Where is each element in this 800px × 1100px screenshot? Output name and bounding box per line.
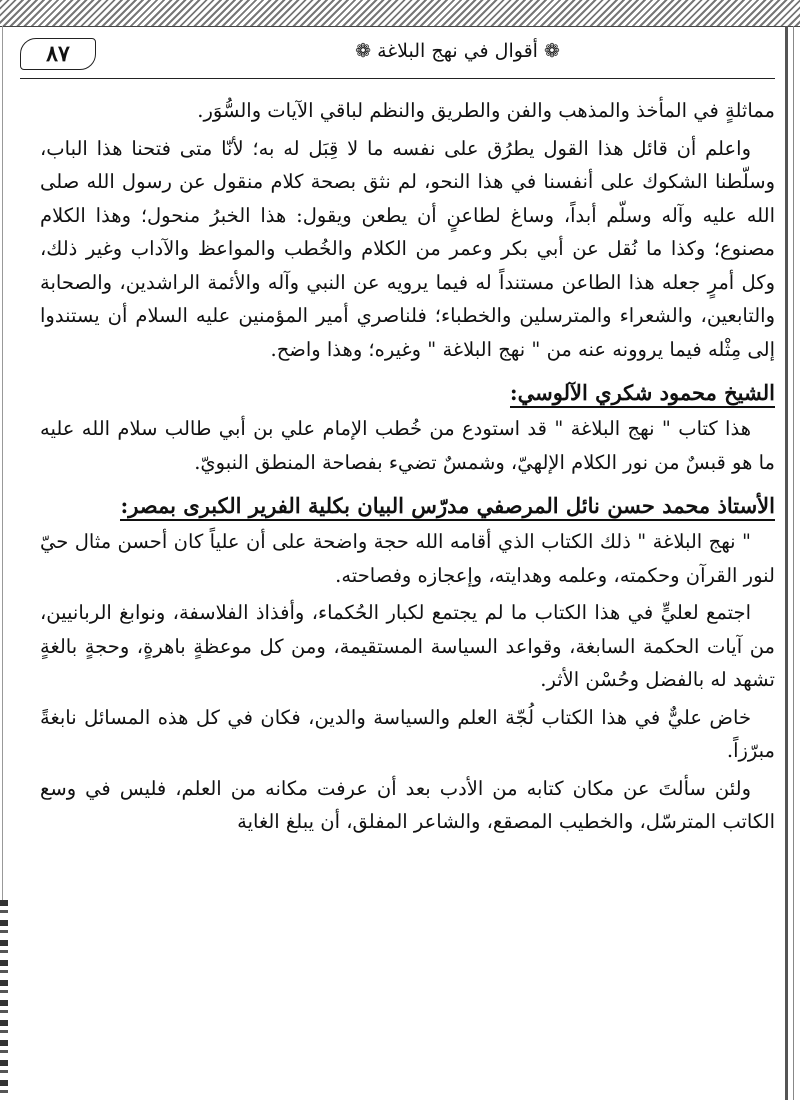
page-header bbox=[20, 34, 775, 79]
paragraph: خاض عليٌّ في هذا الكتاب لُجّة العلم والسياسة والدين، فكان في كل هذه المسائل نابغةً مبرّزاً. bbox=[40, 705, 775, 762]
paragraph: ولئن سألتَ عن مكان كتابه من الأدب بعد أن عرفت مكانه من العلم، فليس في وسع الكاتب المترسّل، والخطيب المصقع، والشاعر المفلق، أن يبلغ الغاية bbox=[40, 776, 775, 833]
section-heading-text: الأستاذ محمد حسن نائل المرصفي مدرّس البيان بكلية الفرير الكبرى بمصر: bbox=[120, 493, 775, 521]
paragraph: " نهج البلاغة " ذلك الكتاب الذي أقامه الله حجة واضحة على أن علياً كان أحسن مثال حيّ لنور القرآن وحكمته، وعلمه وهدايته، وإعجازه وفصاحته. bbox=[40, 530, 775, 587]
paragraph: مماثلةٍ في المأخذ والمذهب والفن والطريق والنظم لباقي الآيات والسُّوَر. bbox=[197, 99, 775, 122]
left-margin-marks bbox=[0, 900, 8, 1100]
paragraph: هذا كتاب " نهج البلاغة " قد استودع من خُطب الإمام علي بن أبي طالب سلام الله عليه ما هو قبسٌ من نور الكلام الإلهيّ، وشمسٌ تضيء بفصاحة المنطق النبويّ. bbox=[40, 417, 775, 474]
paragraph: اجتمع لعليٍّ في هذا الكتاب ما لم يجتمع لكبار الحُكماء، وأفذاذ الفلاسفة، ونوابغ الربانيين، من آيات الحكمة السابغة، وقواعد السياسة المستقيمة، ومن كل موعظةٍ باهرةٍ، وحجةٍ بالغةٍ تشهد له بالفضل وحُسْن الأثر. bbox=[40, 601, 775, 691]
page-number: ٨٧ bbox=[20, 38, 96, 70]
paragraph: واعلم أن قائل هذا القول يطرُق على نفسه ما لا قِبَل له به؛ لأنّا متى فتحنا هذا الباب، وسلّطنا الشكوك على أنفسنا في هذا النحو، لم نثق بصحة كلام منقول عن رسول الله صلى الله عليه وآله وسلّم أبداً، وساغ لطاعنٍ أن يطعن ويقول: هذا الخبرُ منحول؛ وهذا الكلام مصنوع؛ وكذا ما نُقل عن أبي بكر وعمر من الكلام والخُطب والمواعظ والآداب وغير ذلك، وكل أمرٍ جعله هذا الطاعن مستنداً له فيما يرويه عن النبي وآله والأئمة الراشدين، والصحابة والتابعين، والشعراء والمترسلين والخطباء؛ فلناصري أمير المؤمنين عليه السلام أن يستندوا إلى مِثْله فيما يروونه عنه من " نهج البلاغة " وغيره؛ وهذا واضح. bbox=[40, 136, 775, 361]
section-heading-text: الشيخ محمود شكري الآلوسي: bbox=[510, 380, 775, 408]
decorative-top-border bbox=[0, 0, 800, 27]
section-heading bbox=[40, 376, 775, 410]
running-head: ❁ أقوال في نهج البلاغة ❁ bbox=[355, 40, 560, 62]
page-body bbox=[40, 94, 775, 843]
right-margin-rule-thin bbox=[793, 26, 794, 1100]
section-heading bbox=[40, 489, 775, 523]
right-margin-rule bbox=[785, 26, 788, 1100]
